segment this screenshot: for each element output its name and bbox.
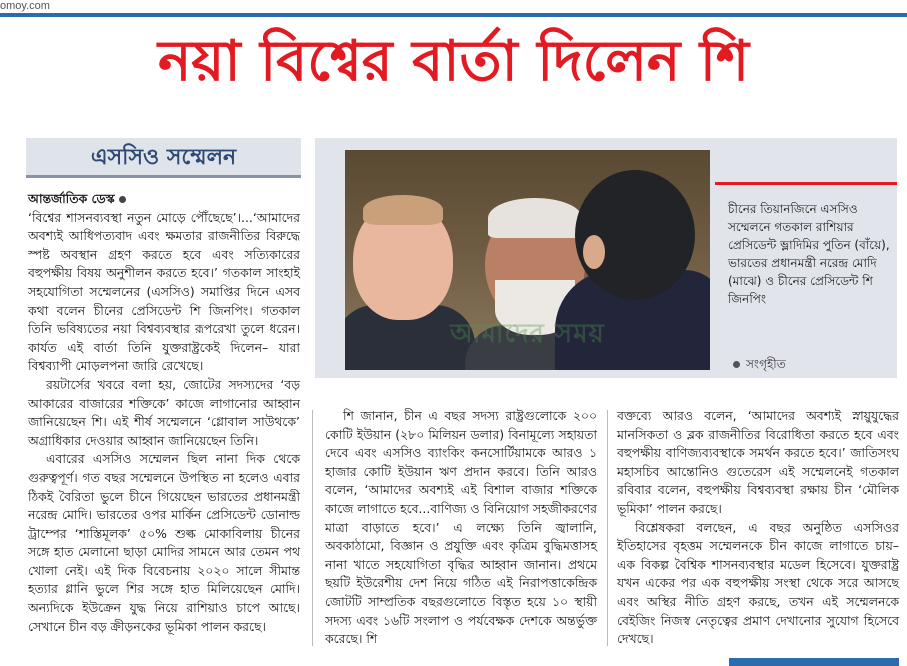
article-column-1 <box>28 190 300 636</box>
bullet-icon <box>119 196 126 203</box>
person-middle-hair <box>488 198 582 238</box>
section-header <box>26 138 301 178</box>
photo-credit <box>733 356 786 376</box>
person-left-hair <box>363 195 443 225</box>
paragraph: শি জানান, চীন এ বছর সদস্য রাষ্ট্রগুলোকে ২০০ কোটি ইউয়ান (২৮০ মিলিয়ন ডলার) বিনামূল্যে সহায়তা দেবে এবং এসসিও ব্যাংকিং কনসোর্টিয়ামকে আরও ১ হাজার কোটি ইউয়ান ঋণ প্রদান করবে। তিনি আরও বলেন, ‘আমাদের অবশ্যই এই বিশাল বাজার শক্তিকে কাজে লাগাতে হবে...বাণিজ্য ও বিনিয়োগ সহজীকরণের মাত্রা বাড়াতে হবে।’ এ লক্ষ্যে তিনি জ্বালানি, অবকাঠামো, বিজ্ঞান ও প্রযুক্তি এবং কৃত্রিম বুদ্ধিমত্তাসহ নানা খাতে সহযোগিতা বৃদ্ধির আহ্বান জানান। প্রথমে ছয়টি ইউরেশীয় দেশ নিয়ে গঠিত এই নিরাপত্তাকেন্দ্রিক জোটটি সাম্প্রতিক বছরগুলোতে বিস্তৃত হয়ে ১০ স্থায়ী সদস্য এবং ১৬টি সংলাপ ও পর্যবেক্ষক দেশকে অন্তর্ভুক্ত করেছে। শি <box>325 408 597 647</box>
paragraph: বিশ্লেষকরা বলছেন, এ বছর অনুষ্ঠিত এসসিওর ইতিহাসের বৃহত্তম সম্মেলনকে চীন কাজে লাগাতে চায়– এক বিকল্প বৈশ্বিক শাসনব্যবস্থার মডেল হিসেবে। যুক্তরাষ্ট্র যখন একের পর এক বহুপক্ষীয় সংস্থা থেকে সরে আসছে এবং অস্থির নীতি গ্রহণ করছে, তখন এই সম্মেলনকে বেইজিং নিজস্ব নেতৃত্বের প্রমাণ দেখানোর সুযোগ হিসেবে দেখছে। <box>617 519 899 647</box>
paragraph: বক্তব্যে আরও বলেন, ‘আমাদের অবশ্যই স্নায়ুযুদ্ধের মানসিকতা ও ব্লক রাজনীতির বিরোধিতা করতে হবে এবং বহুপক্ষীয় বাণিজ্যব্যবস্থাকে সমর্থন করতে হবে।’ জাতিসংঘ মহাসচিব আন্তোনিও গুতেরেস এই সম্মেলনেই গতকাল রবিবার বলেন, বহুপক্ষীয় বিশ্বব্যবস্থা রক্ষায় চীন ‘মৌলিক ভূমিকা’ পালন করছে। <box>617 408 899 516</box>
column-divider <box>312 410 313 646</box>
top-rule <box>0 13 907 17</box>
site-url[interactable]: omoy.com <box>0 0 50 12</box>
paragraph: এবারের এসসিও সম্মেলন ছিল নানা দিক থেকে গুরুত্বপূর্ণ। গত বছর সম্মেলনে উপস্থিত না হলেও এবার ঠিকই বৈরিতা ভুলে চীনে গিয়েছেন ভারতের প্রধানমন্ত্রী নরেন্দ্র মোদি। ভারতের ওপর মার্কিন প্রেসিডেন্ট ডোনাল্ড ট্রাম্পের ‘শাস্তিমূলক’ ৫০% শুল্ক মোকাবিলায় চীনের সঙ্গে হাত মেলানো ছাড়া মোদির সামনে আর তেমন পথ খোলা নেই। এই দিক বিবেচনায় ২০২০ সালে সীমান্ত হত্যার গ্লানি ভুলে শির সঙ্গে হাত মিলিয়েছেন মোদি। অন্যদিকে ইউক্রেন যুদ্ধ নিয়ে রাশিয়াও চাপে আছে। সেখানে চীন বড় ক্রীড়নকের ভূমিকা পালন করছে। <box>28 451 300 634</box>
news-photo <box>345 150 710 370</box>
section-title: এসসিও সম্মেলন <box>90 145 237 170</box>
article-column-3 <box>617 407 899 649</box>
column-divider <box>607 410 608 646</box>
paragraph: রয়টার্সের খবরে বলা হয়, জোটের সদস্যদের ‘বড় আকারের বাজারের শক্তিকে’ কাজে লাগানোর আহ্বান জানিয়েছেন শি। এই শীর্ষ সম্মেলনে ‘গ্লোবাল সাউথকে’ অগ্রাধিকার দেওয়ার আহ্বান জানিয়েছেন তিনি। <box>28 376 300 448</box>
person-right-ear <box>583 235 605 269</box>
credit-text: সংগৃহীত <box>746 357 786 371</box>
photo-caption: চীনের তিয়ানজিনে এসসিও সম্মেলনে গতকাল রাশিয়ার প্রেসিডেন্ট ভ্লাদিমির পুতিন (বাঁয়ে), ভারতের প্রধানমন্ত্রী নরেন্দ্র মোদি (মাঝে) ও চীনের প্রেসিডেন্ট শি জিনপিং <box>728 202 890 306</box>
paragraph: ‘বিশ্বের শাসনব্যবস্থা নতুন মোড়ে পৌঁছেছে’।...‘আমাদের অবশ্যই আধিপত্যবাদ এবং ক্ষমতার রাজনীতির বিরুদ্ধে স্পষ্ট অবস্থান গ্রহণ করতে হবে এবং সত্যিকারের বহুপক্ষীয় বিষয় অনুশীলন করতে হবে।’ গতকাল সাংহাই সহযোগিতা সম্মেলনের (এসসিও) সমাপ্তির দিনে এসব কথা বলেন চীনের প্রেসিডেন্ট শি জিনপিং। গতকাল তিনি ভবিষ্যতের নয়া বিশ্বব্যবস্থার রূপরেখা তুলে ধরেন। কার্যত এই বার্তা তিনি যুক্তরাষ্ট্রকেই দিলেন– যারা বিশ্বব্যাপী মোড়লপনা জারি রেখেছে। <box>28 209 300 374</box>
headline: নয়া বিশ্বের বার্তা দিলেন শি <box>157 29 749 94</box>
footer-graphic <box>729 658 899 666</box>
bullet-icon <box>733 361 740 368</box>
article-column-2 <box>325 407 597 649</box>
caption-rule <box>715 182 897 185</box>
dateline <box>28 190 300 209</box>
desk-label: আন্তর্জাতিক ডেস্ক <box>28 191 115 206</box>
photo-watermark: আমাদের সময় <box>450 319 605 349</box>
